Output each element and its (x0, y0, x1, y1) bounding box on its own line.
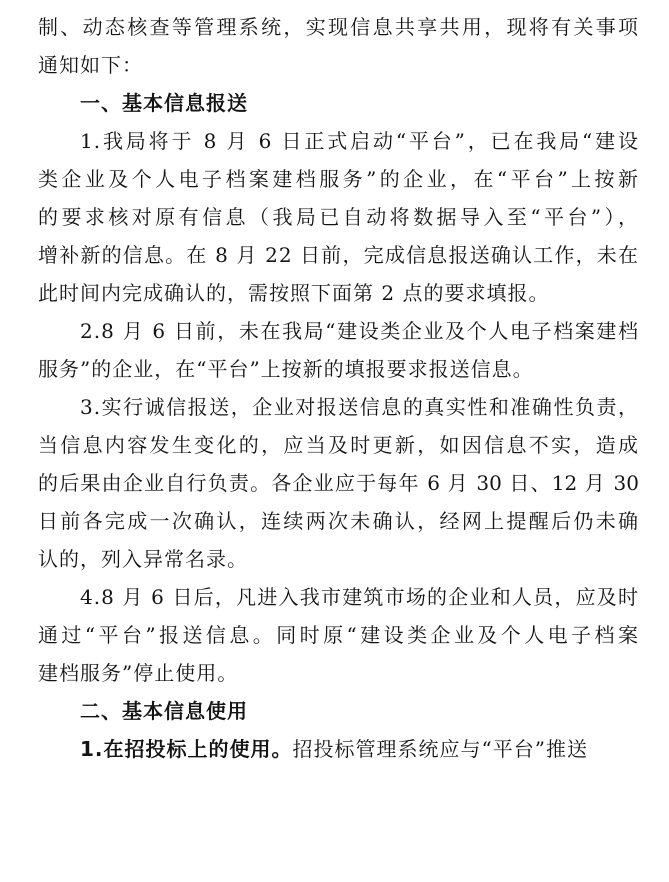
text-line: 增补新的信息。在 8 月 22 日前，完成信息报送确认工作，未在 (38, 243, 639, 267)
text-line: 日前各完成一次确认，连续两次未确认，经网上提醒后仍未确 (38, 509, 639, 533)
text-line: 此时间内完成确认的，需按照下面第 2 点的要求填报。 (38, 281, 550, 305)
text-line: 4.8 月 6 日后，凡进入我市建筑市场的企业和人员，应及时 (80, 585, 639, 609)
section-heading: 一、基本信息报送 (80, 91, 248, 115)
text-line-tail: 招投标管理系统应与“平台”推送 (292, 737, 588, 761)
text-line (38, 736, 639, 762)
text-line: 类企业及个人电子档案建档服务”的企业，在“平台”上按新 (38, 167, 639, 191)
text-line: 建档服务”停止使用。 (38, 661, 239, 685)
section-heading: 二、基本信息使用 (80, 699, 248, 723)
subsection-title: 1.在招投标上的使用。 (80, 737, 293, 761)
text-line: 的要求核对原有信息（我局已自动将数据导入至“平台”）， (38, 205, 639, 229)
text-line: 1.我局将于 8 月 6 日正式启动“平台”，已在我局“建设 (80, 129, 639, 153)
text-line: 认的，列入异常名录。 (38, 547, 248, 571)
text-line: 通过“平台”报送信息。同时原“建设类企业及个人电子档案 (38, 623, 639, 647)
text-line: 当信息内容发生变化的，应当及时更新，如因信息不实，造成 (38, 433, 639, 457)
text-line: 通知如下： (38, 53, 143, 77)
text-line: 的后果由企业自行负责。各企业应于每年 6 月 30 日、12 月 30 (38, 471, 639, 495)
text-line: 服务”的企业，在“平台”上按新的填报要求报送信息。 (38, 357, 534, 381)
text-line: 3.实行诚信报送，企业对报送信息的真实性和准确性负责， (80, 395, 639, 419)
text-line: 制、动态核查等管理系统，实现信息共享共用，现将有关事项 (38, 15, 639, 39)
text-line: 2.8 月 6 日前，未在我局“建设类企业及个人电子档案建档 (80, 319, 639, 343)
